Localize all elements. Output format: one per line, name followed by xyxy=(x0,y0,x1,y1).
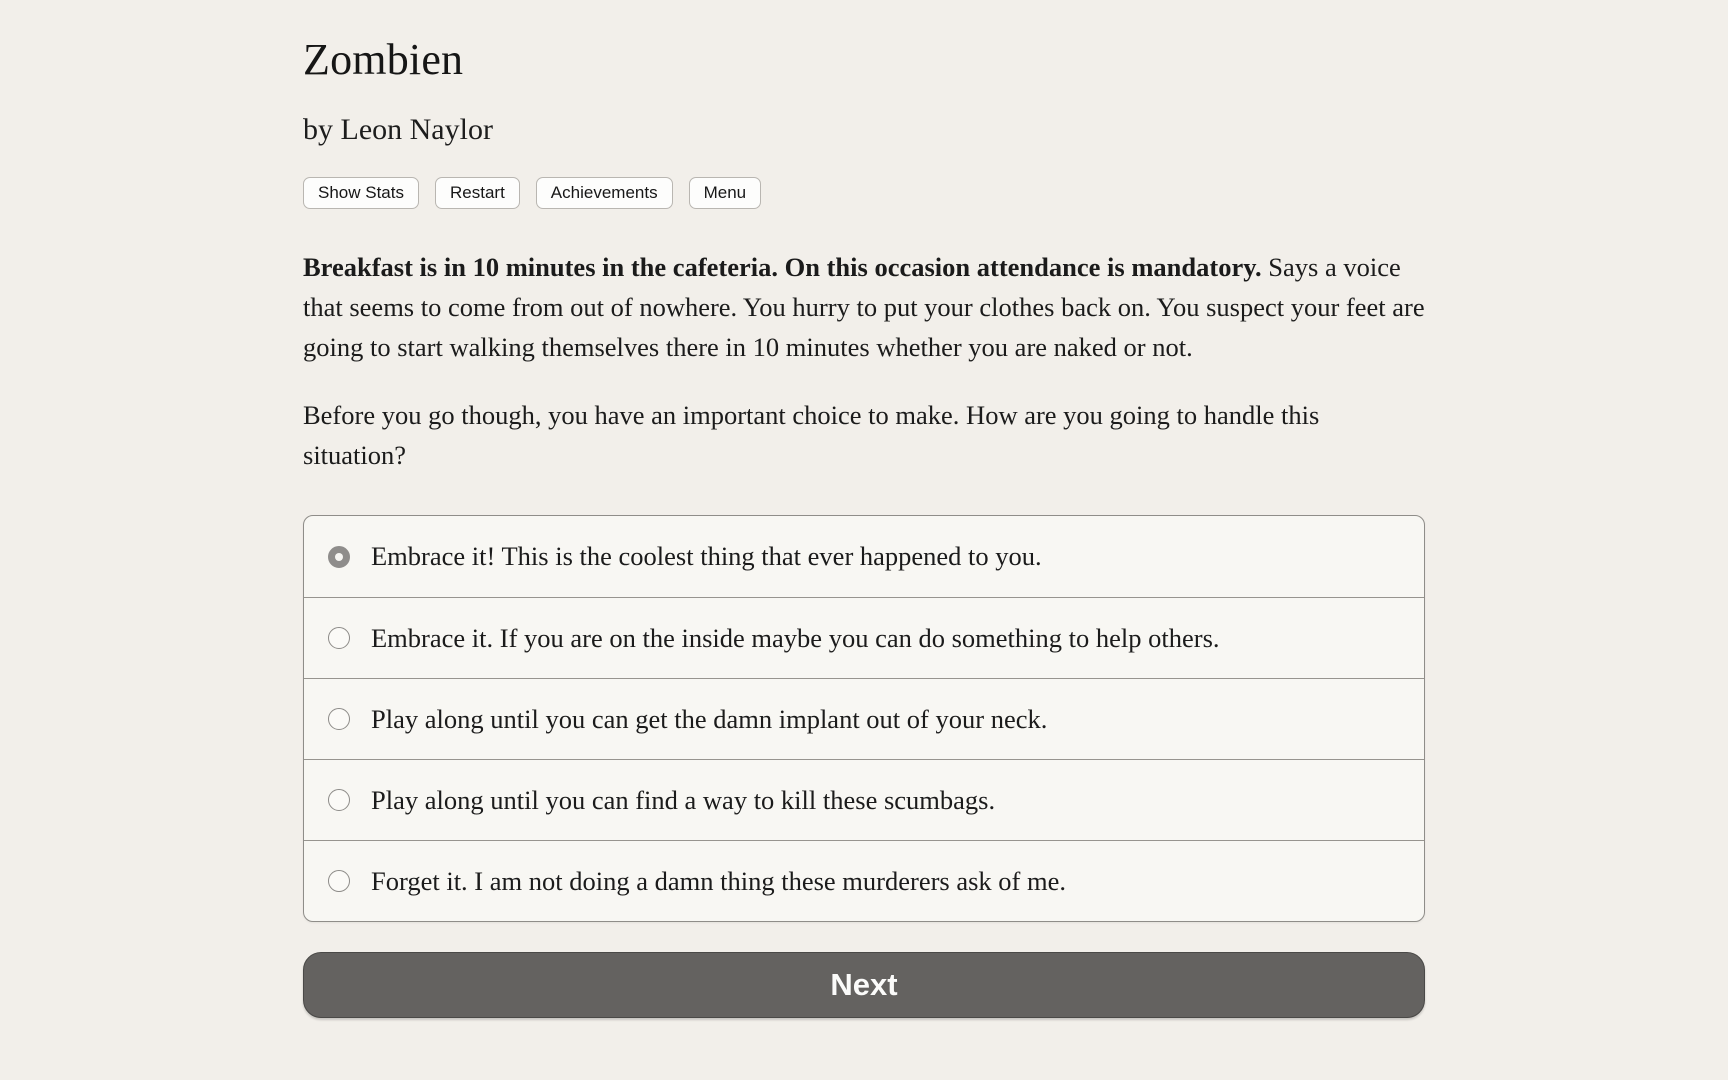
restart-button[interactable]: Restart xyxy=(435,177,520,209)
choice-list xyxy=(303,515,1425,922)
achievements-button[interactable]: Achievements xyxy=(536,177,673,209)
story-paragraph-1 xyxy=(303,247,1425,367)
show-stats-button[interactable]: Show Stats xyxy=(303,177,419,209)
story-paragraph-1-bold: Breakfast is in 10 minutes in the cafeteria. On this occasion attendance is mandatory. xyxy=(303,252,1262,283)
author-byline: by Leon Naylor xyxy=(303,113,493,146)
menu-button[interactable]: Menu xyxy=(689,177,762,209)
next-button[interactable]: Next xyxy=(303,952,1425,1018)
choice-option-4[interactable] xyxy=(304,759,1424,840)
story-paragraph-1-rest: Says a voice that seems to come from out of nowhere. You hurry to put your clothes back on. You suspect your feet are going to start walking themselves there in 10 minutes whether you are naked or not. xyxy=(303,252,1425,363)
choice-option-1-label: Embrace it! This is the coolest thing that ever happened to you. xyxy=(371,541,1042,572)
choice-option-3-label: Play along until you can get the damn implant out of your neck. xyxy=(371,703,1048,734)
choice-option-4-label: Play along until you can find a way to kill these scumbags. xyxy=(371,784,996,815)
radio-unselected-icon[interactable] xyxy=(328,627,350,649)
radio-unselected-icon[interactable] xyxy=(328,708,350,730)
choice-option-5-label: Forget it. I am not doing a damn thing these murderers ask of me. xyxy=(371,865,1066,896)
radio-unselected-icon[interactable] xyxy=(328,789,350,811)
choice-option-1[interactable] xyxy=(304,516,1424,597)
choice-option-5[interactable] xyxy=(304,840,1424,921)
game-page xyxy=(303,0,1425,1018)
choice-option-2[interactable] xyxy=(304,597,1424,678)
toolbar xyxy=(303,177,1425,209)
story-paragraph-2: Before you go though, you have an important choice to make. How are you going to handle this situation? xyxy=(303,400,1320,471)
radio-selected-icon[interactable] xyxy=(328,546,350,568)
game-title: Zombien xyxy=(303,35,464,84)
radio-unselected-icon[interactable] xyxy=(328,870,350,892)
choice-option-2-label: Embrace it. If you are on the inside maybe you can do something to help others. xyxy=(371,622,1220,653)
choice-option-3[interactable] xyxy=(304,678,1424,759)
